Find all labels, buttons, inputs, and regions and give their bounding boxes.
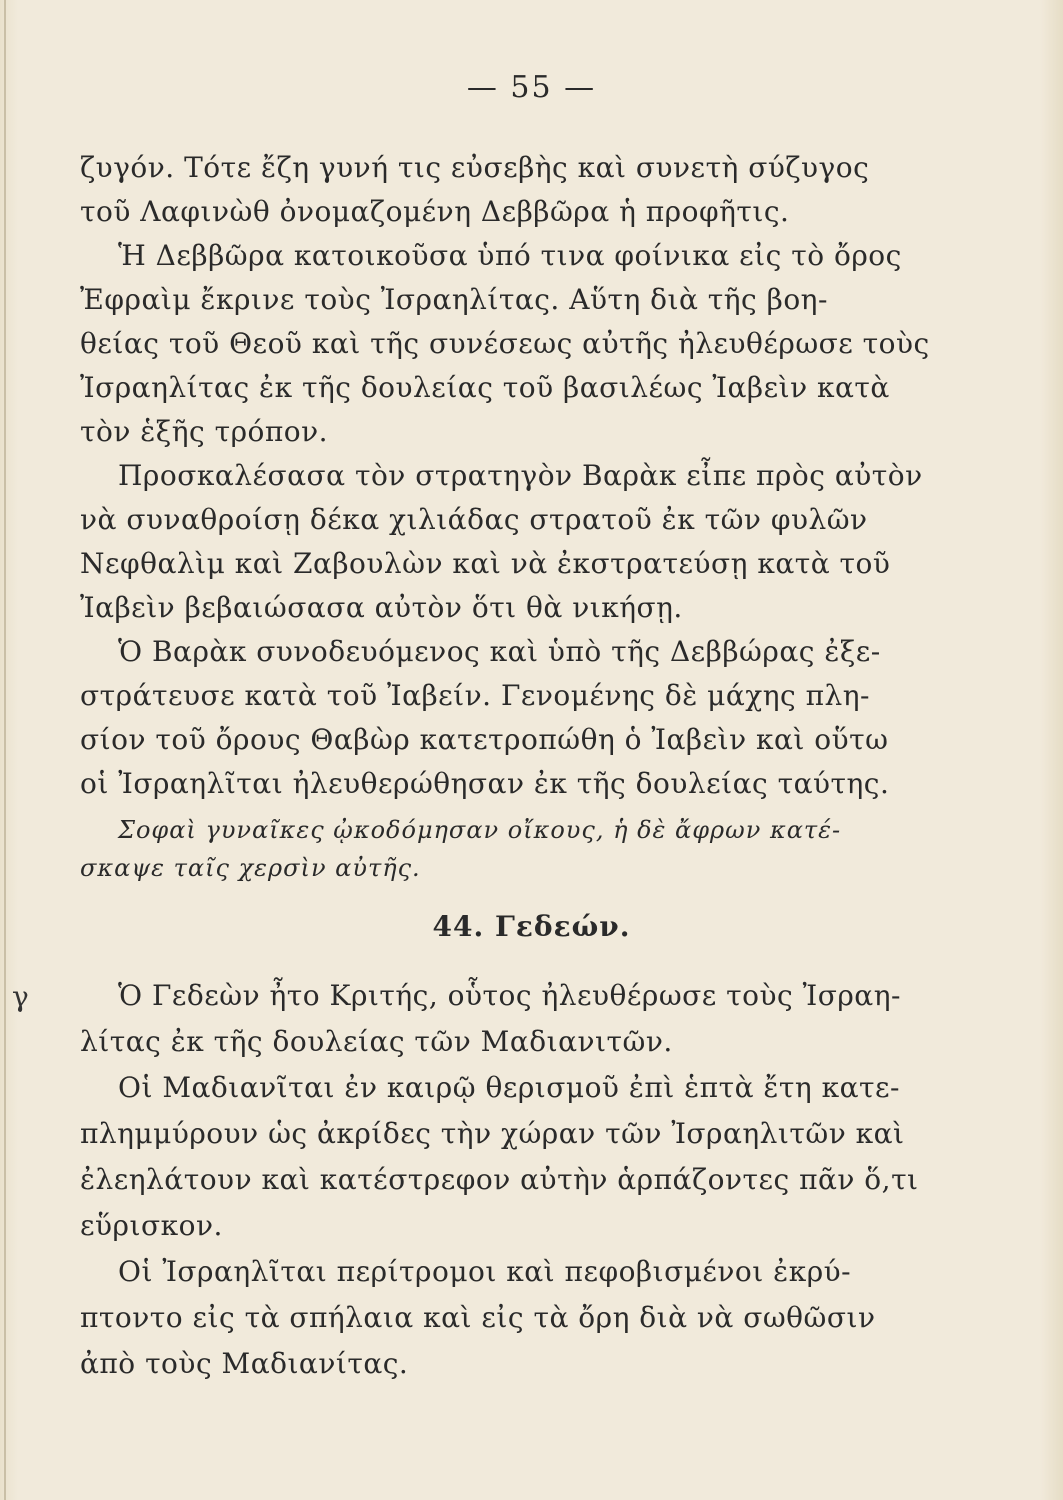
page-edge xyxy=(4,0,6,1500)
text-line: τοῦ Λαφινὼθ ὀνομαζομένη Δεββῶρα ἡ προφῆτις. xyxy=(80,195,790,228)
text-line: πτοντο εἰς τὰ σπήλαια καὶ εἰς τὰ ὄρη διὰ νὰ σωθῶσιν xyxy=(80,1301,876,1334)
text-line: θείας τοῦ Θεοῦ καὶ τῆς συνέσεως αὐτῆς ἠλευθέρωσε τοὺς xyxy=(80,327,930,360)
text-line: στράτευσε κατὰ τοῦ Ἰαβείν. Γενομένης δὲ μάχης πλη- xyxy=(80,679,870,712)
text-line: Οἱ Ἰσραηλῖται περίτρομοι καὶ πεφοβισμένοι ἐκρύ- xyxy=(118,1255,852,1288)
text-line: τὸν ἑξῆς τρόπον. xyxy=(80,415,329,448)
quote-line: σκαψε ταῖς χερσὶν αὐτῆς. xyxy=(80,854,421,882)
text-line: οἱ Ἰσραηλῖται ἠλευθερώθησαν ἐκ τῆς δουλείας ταύτης. xyxy=(80,767,890,800)
text-line: Ὁ Γεδεὼν ἦτο Κριτής, οὗτος ἠλευθέρωσε τοὺς Ἰσραη- xyxy=(118,979,901,1012)
page-number: — 55 — xyxy=(466,70,597,105)
text-line: εὕρισκον. xyxy=(80,1209,223,1242)
text-line: Νεφθαλὶμ καὶ Ζαβουλὼν καὶ νὰ ἐκστρατεύσῃ κατὰ τοῦ xyxy=(80,547,891,580)
quote-line: Σοφαὶ γυναῖκες ᾠκοδόμησαν οἴκους, ἡ δὲ ἄφρων κατέ- xyxy=(118,816,842,844)
text-line: λίτας ἐκ τῆς δουλείας τῶν Μαδιανιτῶν. xyxy=(80,1025,673,1058)
text-line: Ἰαβεὶν βεβαιώσασα αὐτὸν ὅτι θὰ νικήσῃ. xyxy=(80,591,683,624)
section-heading: 44. Γεδεών. xyxy=(432,910,631,943)
text-line: Προσκαλέσασα τὸν στρατηγὸν Βαρὰκ εἶπε πρὸς αὐτὸν xyxy=(118,459,923,492)
text-line: πλημμύρουν ὡς ἀκρίδες τὴν χώραν τῶν Ἰσραηλιτῶν καὶ xyxy=(80,1117,905,1150)
text-line: Ἡ Δεββῶρα κατοικοῦσα ὑπό τινα φοίνικα εἰς τὸ ὄρος xyxy=(118,239,902,272)
text-line: σίον τοῦ ὄρους Θαβὼρ κατετροπώθη ὁ Ἰαβεὶν καὶ οὕτω xyxy=(80,723,889,756)
text-line: Οἱ Μαδιανῖται ἐν καιρῷ θερισμοῦ ἐπὶ ἑπτὰ ἔτη κατε- xyxy=(118,1071,900,1104)
text-line: Ὁ Βαρὰκ συνοδευόμενος καὶ ὑπὸ τῆς Δεββώρας ἐξε- xyxy=(118,635,881,668)
text-line: νὰ συναθροίσῃ δέκα χιλιάδας στρατοῦ ἐκ τῶν φυλῶν xyxy=(80,503,868,536)
text-line: Ἐφραὶμ ἔκρινε τοὺς Ἰσραηλίτας. Αὕτη διὰ τῆς βοη- xyxy=(80,283,828,316)
text-line: ἀπὸ τοὺς Μαδιανίτας. xyxy=(80,1347,409,1380)
margin-pencil-mark: γ xyxy=(12,980,29,1013)
text-line: ἐλεηλάτουν καὶ κατέστρεφον αὐτὴν ἁρπάζοντες πᾶν ὅ,τι xyxy=(80,1163,919,1196)
text-line: ζυγόν. Τότε ἔζη γυνή τις εὐσεβὴς καὶ συνετὴ σύζυγος xyxy=(80,151,870,184)
text-line: Ἰσραηλίτας ἐκ τῆς δουλείας τοῦ βασιλέως Ἰαβεὶν κατὰ xyxy=(80,371,890,404)
